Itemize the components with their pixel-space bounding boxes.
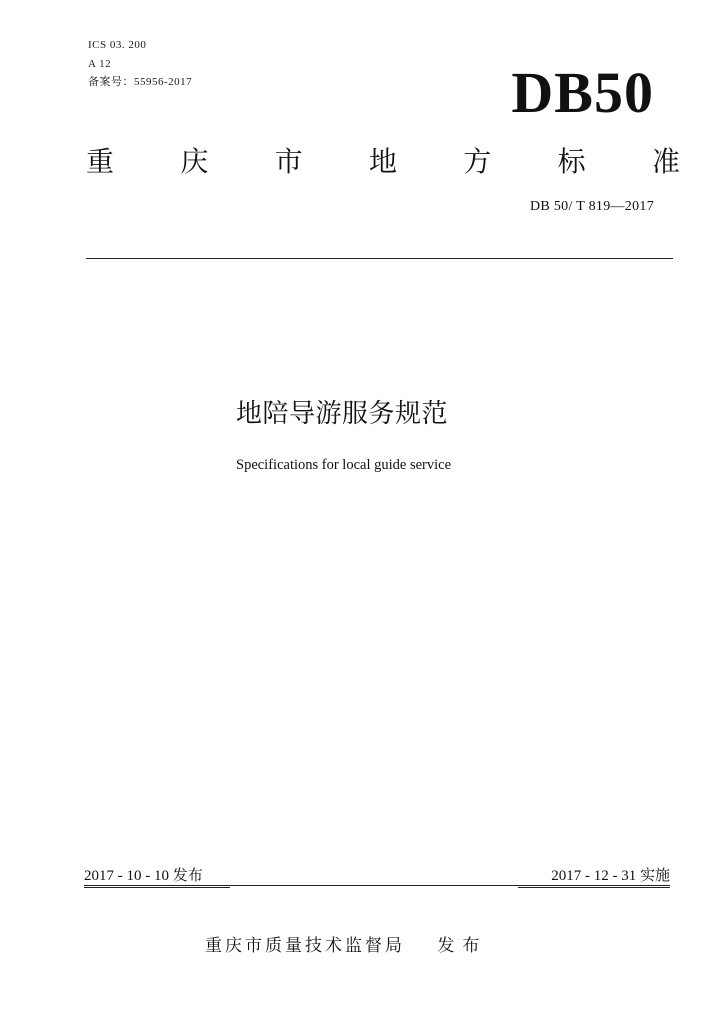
ics-code: ICS 03. 200 xyxy=(88,39,147,51)
record-number: 备案号：55956-2017 xyxy=(88,76,193,88)
standard-type-char: 市 xyxy=(274,145,303,178)
issuer-line xyxy=(205,931,487,956)
issuer-name: 重庆市质量技术监督局 xyxy=(205,936,405,956)
document-title-english: Specifications for local guide service xyxy=(236,457,452,473)
publish-date: 2017 - 10 - 10 发布 xyxy=(84,866,230,888)
header-divider xyxy=(86,258,673,259)
standard-type-char: 准 xyxy=(651,145,680,178)
standard-type-char: 重 xyxy=(86,145,115,178)
document-title-chinese: 地陪导游服务规范 xyxy=(236,399,449,429)
footer-divider xyxy=(84,885,670,886)
standard-type-char: 庆 xyxy=(180,145,209,178)
classification-code: A 12 xyxy=(88,58,112,70)
implementation-date: 2017 - 12 - 31 实施 xyxy=(518,866,670,888)
standard-type-heading xyxy=(86,140,680,180)
standard-type-char: 方 xyxy=(463,145,492,178)
standard-number: DB 50/ T 819—2017 xyxy=(530,199,654,214)
standard-type-char: 标 xyxy=(557,145,586,178)
issue-action: 发布 xyxy=(437,936,488,956)
standard-type-char: 地 xyxy=(368,145,397,178)
standard-logo: DB50 xyxy=(511,60,654,125)
